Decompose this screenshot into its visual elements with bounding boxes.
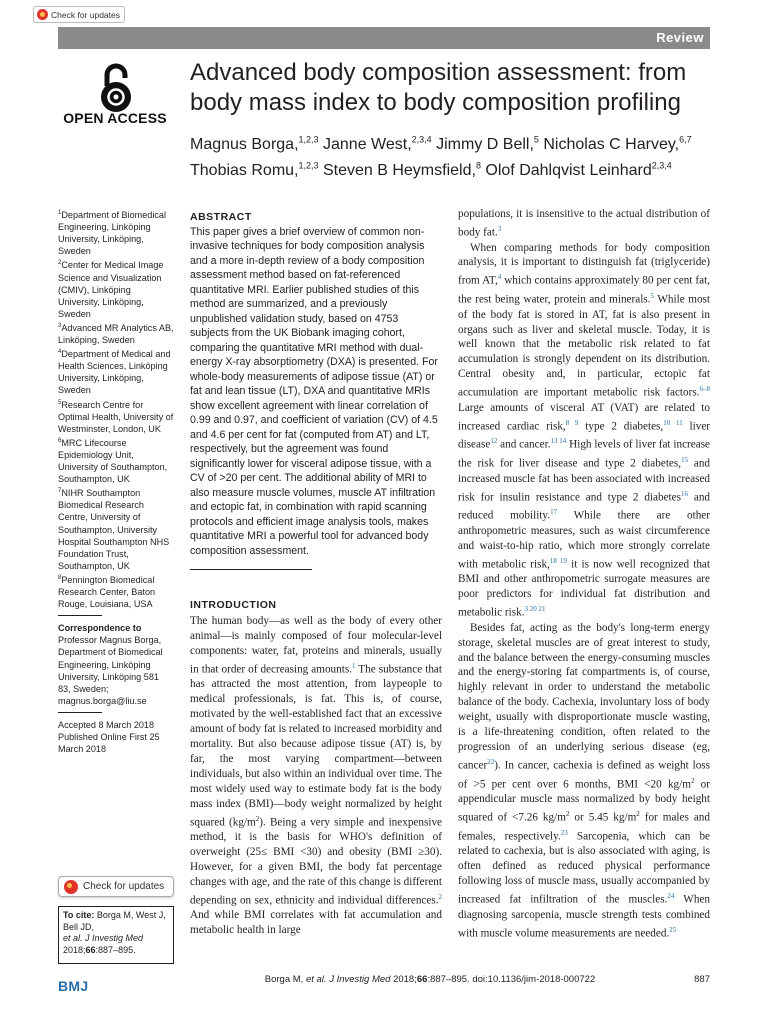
divider <box>190 569 312 570</box>
cite-year: 2018; <box>63 944 86 955</box>
crossmark-icon <box>37 9 48 20</box>
affiliation: $^5$Research Centre for Optimal Health, University of Westminster, London, UK <box>58 399 174 434</box>
section-header-bar <box>58 27 710 49</box>
cite-label: To cite: <box>63 910 95 920</box>
accepted-date: Accepted 8 March 2018 <box>58 719 155 730</box>
page-number: 887 <box>694 974 710 985</box>
author: Thobias Romu,$^{1,2,3}$ <box>190 160 319 179</box>
published-date: Published Online First 25 March 2018 <box>58 732 160 755</box>
author: Janne West,$^{2,3,4}$ <box>318 135 432 154</box>
affiliations-sidebar <box>58 207 174 755</box>
affiliation: $^6$MRC Lifecourse Epidemiology Unit, University of Southampton, Southampton, UK <box>58 437 168 485</box>
reference-link[interactable]: 16 <box>681 489 688 498</box>
reference-link[interactable]: 15 <box>681 456 689 464</box>
reference-link[interactable]: 6–8 <box>699 385 710 394</box>
paragraph: When comparing methods for body composition analysis, it is important to distinguish fat (triglyceride) from AT,$^4$ which contains approximately 80 per cent fat, the rest being water, protein and minerals.$^5$ While most of the body fat is stored in AT, fat is also present in organs such as liver and skeletal muscle. Today, it is well known that the metabolic risk related to fat accumulation is strongly dependent on its distribution. Central obesity and, in particular, ectopic fat accumulation are important metabolic risk factors.$^{6-8}$ Large amounts of visceral AT (VAT) are related to increased cardiac risk,$^{8 9}$ type 2 diabetes,$^{10 11}$ liver disease$^{12}$ and cancer.$^{13 14}$ High levels of liver fat increase the risk for liver disease and type 2 diabetes,$^{15}$ and increased muscle fat has been associated with increased risk for insulin resistance and type 2 diabetes$^{16}$ and reduced mobility.$^{17}$ While there are other anthropometric measures, such as waist circumference and waist-to-hip ratio, which more strongly correlate with metabolic risk,$^{18 19}$ it is now well recognized that BMI and other anthropometric surrogate measures are poor predictors for individual fat distribution and metabolic risk.$^{3 20 21}$ <box>458 241 711 619</box>
section-label: Review <box>656 30 704 45</box>
reference-link[interactable]: 12 <box>490 437 498 446</box>
author: Steven B Heymsfield,$^8$ <box>318 160 481 179</box>
check-for-updates-button[interactable] <box>58 876 174 897</box>
correspondence-text: Professor Magnus Borga, Department of Biomedical Engineering, Linköping University, Linköping 581 83, Sweden; magnus.borga@liu.se <box>58 635 163 706</box>
affiliation: $^3$Advanced MR Analytics AB, Linköping, Sweden <box>58 322 174 346</box>
author: Nicholas C Harvey,$^{6,7}$ <box>538 135 692 154</box>
paragraph: Besides fat, acting as the body's long-term energy storage, skeletal muscles are of great interest to study, and the balance between the energy-consuming muscles and the energy-storing fat compartments is, of course, highly relevant in order to understand the metabolic balance of the body. Cachexia, involuntary loss of body weight, usually with disproportionate muscle wasting, is a life-threatening condition, often related to the progression of an underlying serious disease (eg, cancer$^{22}$). In cancer, cachexia is defined as weight loss of >5 per cent over 6 months, BMI <20 $kg/m^2$ or appendicular muscle mass normalized by body height squared of <7.26 $kg/m^2$ or 5.45 $kg/m^2$ for males and females, respectively.$^{23}$ Sarcopenia, which can be related to cachexia, but is also associated with aging, is often defined as reduced physical performance following loss of muscle mass, usually accompanied by increased fat infiltration of the muscles.$^{24}$ When diagnosing sarcopenia, muscle strength tests combined with muscle volume measurements are needed.$^{25}$ <box>458 621 711 940</box>
bmj-logo: BMJ <box>58 978 89 994</box>
divider <box>58 712 102 713</box>
reference-link[interactable]: 5 <box>650 292 654 300</box>
reference-link[interactable]: 17 <box>550 508 558 517</box>
article-title: Advanced body composition assessment: from body mass index to body composition profiling <box>190 59 687 116</box>
cite-pages: :887–895. <box>95 944 136 955</box>
open-access-label: OPEN ACCESS <box>63 110 167 126</box>
reference-link[interactable]: 24 <box>667 892 675 901</box>
check-for-updates-top-button[interactable] <box>33 6 125 23</box>
reference-link[interactable]: 1 <box>352 661 356 670</box>
reference-link[interactable]: 13 14 <box>550 437 567 446</box>
check-for-updates-label: Check for updates <box>51 9 120 20</box>
cite-journal: et al. J Investig Med <box>63 933 144 943</box>
reference-link[interactable]: 3 20 21 <box>524 605 546 614</box>
footer-citation: Borga M, et al. J Investig Med 2018;66:887–895. doi:10.1136/jim-2018-000722 <box>264 974 596 985</box>
author: Jimmy D Bell,$^5$ <box>431 135 539 154</box>
crossmark-icon <box>64 880 78 894</box>
right-column <box>458 207 710 941</box>
reference-link[interactable]: 8 9 <box>565 418 579 427</box>
affiliation: $^2$Center for Medical Image Science and Visualization (CMIV), Linköping University, Linköping, Sweden <box>58 260 164 319</box>
paragraph: populations, it is insensitive to the actual distribution of body fat.$^3$ <box>458 208 710 239</box>
reference-link[interactable]: 4 <box>497 273 502 282</box>
cite-authors: Borga M, West J, Bell JD, <box>63 910 166 932</box>
correspondence-heading: Correspondence to <box>58 623 142 634</box>
affiliation: $^7$NIHR Southampton Biomedical Research Centre, University of Southampton, University Hospital Southampton NHS Foundation Trust, Southampton, UK <box>58 488 170 571</box>
abstract-text: This paper gives a brief overview of common non-invasive techniques for body composition analysis and a more in-depth review of a body composition assessment method based on fat-referenced quantitative MRI. Earlier published studies of this method are summarized, and a previously unpublished validation study, based on 4753 subjects from the UK Biobank imaging cohort, comparing the quantitative MRI method with dual-energy X-ray absorptiometry (DXA) is presented. For whole-body measurements of adipose tissue (AT) or fat and lean tissue (LT), DXA and quantitative MRIs show excellent agreement with linear correlation of 0.99 and 0.97, and coefficient of variation (CV) of 4.5 and 4.6 per cent for fat (computed from AT) and LT, respectively, but the agreement was found significantly lower for visceral adipose tissue, with a CV of >20 per cent. The additional ability of MRI to also measure muscle volumes, muscle AT infiltration and ectopic fat, in combination with rapid scanning protocols and efficient image analysis tools, makes quantitative MRI a powerful tool for advanced body composition assessment. <box>190 225 438 557</box>
abstract-heading: ABSTRACT <box>190 211 252 223</box>
abstract-section <box>190 210 438 558</box>
introduction-paragraph: The human body—as well as the body of every other animal—is mainly composed of four molecular-level components: water, fat, proteins and minerals, usually in that order of decreasing amounts.$^1$ The substance that has attracted the most attention, from laypeople to medical professionals, is fat. This is, of course, motivated by the well-established fact that an excessive amount of body fat is related to increased morbidity and mortality. But also because adipose tissue (AT) is, by far, the most varying compartment—between individuals, but also within an individual over time. The most widely used way to estimate body fat is the body mass index (BMI)—body weight normalized by height squared $(kg/m^2)$. Being a very simple and inexpensive method, it is the basis for WHO's definition of overweight (25≤ BMI <30) and obesity (BMI ≥30). However, for a given BMI, the body fat percentage changes with age, and the rate of this change is different depending on sex, ethnicity and individual differences.$^2$ And while BMI correlates with fat accumulation and metabolic health in large <box>190 615 443 937</box>
reference-link[interactable]: 3 <box>497 224 502 233</box>
introduction-column <box>190 614 442 938</box>
author: Olof Dahlqvist Leinhard$^{2,3,4}$ <box>480 160 672 179</box>
reference-link[interactable]: 23 <box>560 828 568 837</box>
reference-link[interactable]: 10 11 <box>663 418 683 427</box>
divider <box>58 615 102 616</box>
cite-volume: 66 <box>85 944 96 955</box>
reference-link[interactable]: 25 <box>669 925 677 934</box>
author-list <box>190 130 710 181</box>
introduction-heading: INTRODUCTION <box>190 599 277 611</box>
reference-link[interactable]: 2 <box>438 892 442 901</box>
affiliation: $^1$Department of Biomedical Engineering, Linköping University, Linköping, Sweden <box>58 210 166 257</box>
reference-link[interactable]: 22 <box>487 757 495 766</box>
author: Magnus Borga,$^{1,2,3}$ <box>190 135 319 154</box>
reference-link[interactable]: 18 19 <box>549 556 567 565</box>
affiliation: $^4$Department of Medical and Health Sciences, Linköping University, Linköping, Sweden <box>58 349 171 396</box>
affiliation: $^8$Pennington Biomedical Research Center, Baton Rouge, Louisiana, USA <box>58 574 156 610</box>
check-for-updates-label: Check for updates <box>83 881 165 892</box>
citation-box <box>58 906 174 964</box>
